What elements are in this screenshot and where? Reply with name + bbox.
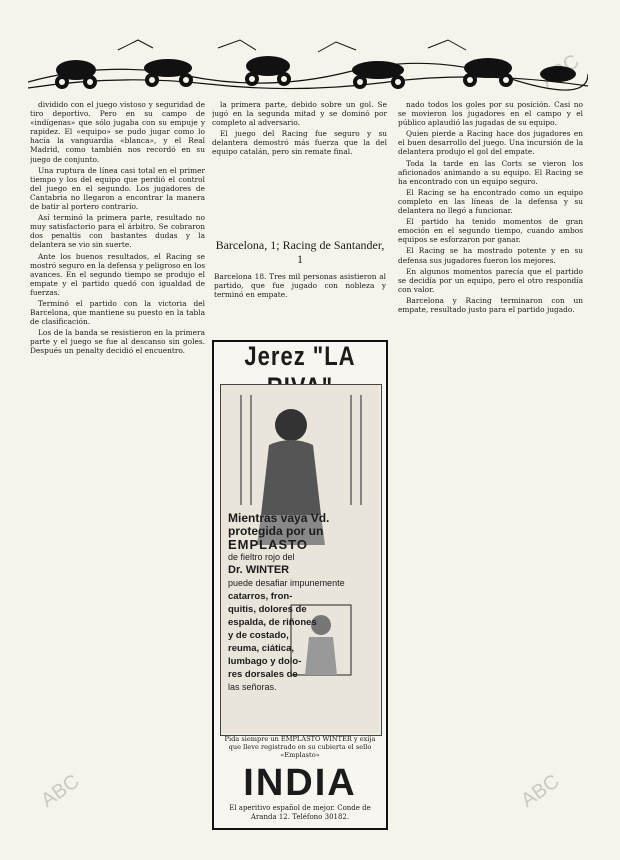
ad-line: lumbago y dolo- — [228, 656, 302, 667]
paragraph: Quien pierde a Racing hace dos jugadores en el buen desarrollo del juego. Una incursión de la delantera produjo el gol del empate. — [398, 129, 583, 157]
abc-watermark: ABC — [37, 770, 84, 812]
paragraph: En algunos momentos parecía que el partido se decidía por un equipo, pero el otro respondía con valor. — [398, 266, 583, 294]
ad-line: protegida por un — [228, 524, 324, 538]
paragraph: El partido ha tenido momentos de gran emoción en el segundo tiempo, cuando ambos equipos se esforzaron por ganar. — [398, 217, 583, 245]
paragraph: Así terminó la primera parte, resultado no muy satisfactorio para el árbitro. Se cobraron dos penaltis con bastantes dudas y la delantera se vio sin suerte. — [30, 213, 205, 250]
ad-line: reuma, ciática, — [228, 643, 295, 654]
ad-line: las señoras. — [228, 682, 277, 692]
paragraph: Toda la tarde en las Corts se vieron los aficionados animando a su equipo. El Racing se ha encontrado con un equipo seguro. — [398, 158, 583, 186]
ad-line: quitis, dolores de — [228, 604, 307, 615]
paragraph: El Racing se ha mostrado potente y en su defensa sus jugadores fueron los mejores. — [398, 246, 583, 265]
racing-cars-banner — [28, 30, 588, 98]
paragraph: dividido con el juego vistoso y seguridad de tiro deportivo. Pero en su campo de «indígenas» que sólo jugaba con su empuje y rapidez. El «equipo» se pudo jugar como lo hacía la vanguardia «blanca», y el Real Madrid, como también nos recordó en su juego de conjunto. — [30, 100, 205, 164]
paragraph: El juego del Racing fue seguro y su delantera demostró más fuerza que la del equipo catalán, pero sin remate final. — [212, 129, 387, 157]
ad-line: EMPLASTO — [228, 537, 308, 552]
ad-line: y de costado, — [228, 630, 289, 641]
ad-line: espalda, de riñones — [228, 617, 317, 628]
ad-line: Mientras vaya Vd. — [228, 511, 330, 525]
paragraph: Barcelona y Racing terminaron con un empate, resultado justo para el partido jugado. — [398, 295, 583, 314]
abc-watermark: ABC — [537, 50, 584, 92]
paragraph: Una ruptura de línea casi total en el primer tiempo y los del equipo que perdió el control del juego en el segundo. Los jugadores de Cantabria no llegaron a encontrar la manera de batir al portero contrario. — [30, 165, 205, 212]
ad-line: puede desafiar impunemente — [228, 578, 345, 588]
paragraph: Los de la banda se resistieron en la primera parte y el juego se fue al descanso sin goles. Después un penalty decidió el encuentro. — [30, 328, 205, 356]
ad-line: de fieltro rojo del — [228, 552, 295, 562]
ad-india-brand: INDIA — [243, 762, 357, 804]
paragraph: nado todos los goles por su posición. Casi no se movieron los jugadores en el campo y el público aplaudió las jugadas de su equipo. — [398, 100, 583, 128]
paragraph: El Racing se ha encontrado como un equipo completo en las líneas de la defensa y su delantera no llegó a funcionar. — [398, 187, 583, 216]
ad-brand-la-riva: Jerez "LA — [244, 340, 356, 371]
advertisement-box — [212, 340, 388, 830]
match-report-intro: Barcelona 18. Tres mil personas asistieron al partido, que fue jugado con nobleza y terminó en empate. — [214, 272, 386, 300]
ad-india-subtitle: El aperitivo español de mejor. Conde de Aranda 12. Teléfono 30182. — [229, 804, 371, 821]
paragraph: Ante los buenos resultados, el Racing se mostró seguro en la defensa y peligroso en los avances. En el segundo tiempo se produjo el empate y el partido quedó con igualdad de fuerzas. — [30, 251, 205, 297]
ad-emplasto-copy — [228, 512, 374, 694]
article-column-right — [398, 100, 583, 840]
ad-line: Dr. WINTER — [228, 564, 290, 576]
ad-footnote: Pida siempre un EMPLASTO WINTER y exija que lleve registrado en su cubierta el sello «Emplasto» — [224, 735, 376, 759]
abc-watermark: ABC — [517, 770, 564, 812]
ad-line: catarros, fron- — [228, 591, 293, 602]
paragraph: la primera parte, debido sobre un gol. Se jugó en la segunda mitad y se dominó por completo al adversario. — [212, 100, 387, 128]
ad-line: res dorsales de — [228, 669, 298, 680]
match-headline: Barcelona, 1; Racing de Santander, 1 — [215, 238, 385, 266]
paragraph: Terminó el partido con la victoria del Barcelona, que mantiene su puesto en la tabla de clasificación. — [30, 298, 205, 327]
article-column-left — [30, 100, 205, 840]
